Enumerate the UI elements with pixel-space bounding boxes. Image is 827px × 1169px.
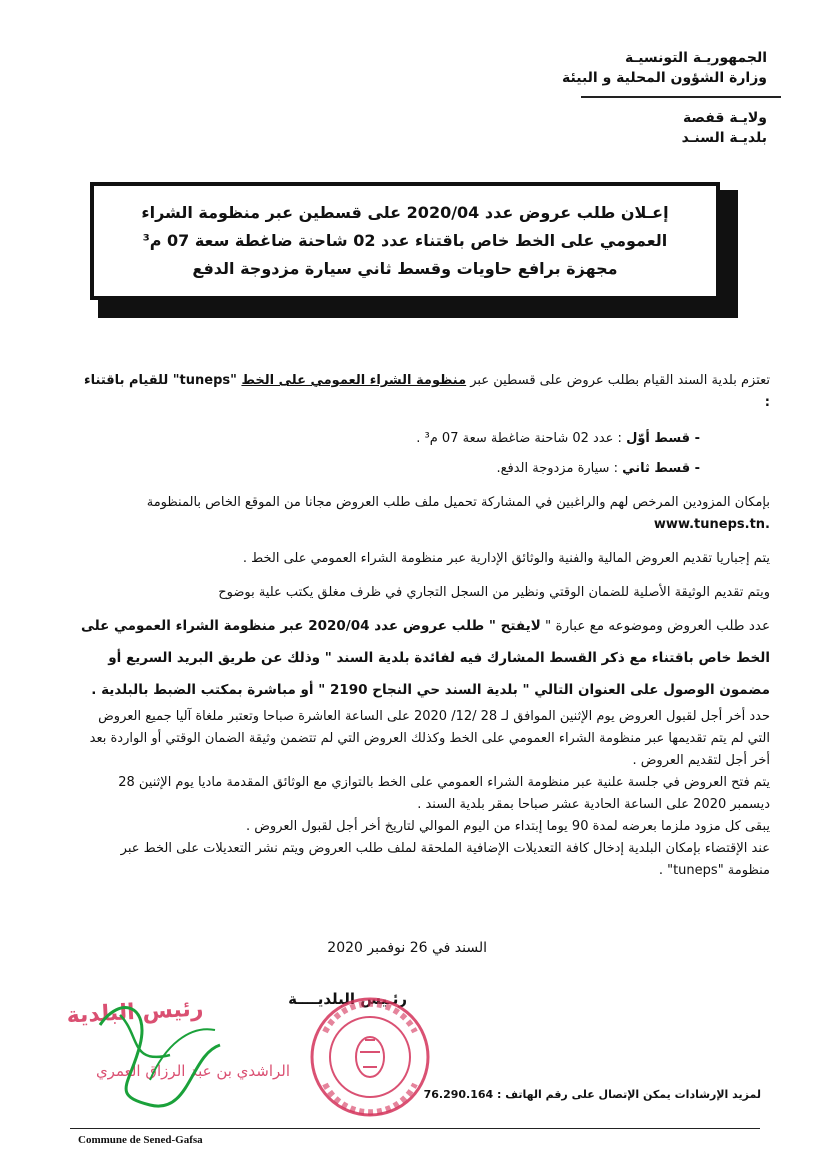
lot-1-label: - قسط أوّل — [626, 431, 700, 446]
download-paragraph — [80, 492, 770, 536]
title-line-3: مجهزة برافع حاويات وقسط ثاني سيارة مزدوجة الدفع — [192, 259, 618, 278]
title-line-2: العمومي على الخط خاص باقتناء عدد 02 شاحنة ضاغطة سعة 07 م³ — [142, 231, 668, 250]
platform-name: منظومة الشراء العمومي على الخط — [241, 373, 467, 388]
title-line-1: إعـلان طلب عروض عدد 2020/04 على قسطين عبر منظومة الشراء — [141, 203, 669, 222]
footer-commune: Commune de Sened-Gafsa — [78, 1134, 203, 1146]
envelope-paragraph — [80, 610, 770, 706]
stamp-name: الراشدي بن عبد الرزاق العمري — [95, 1062, 291, 1080]
governorate-label: ولايـة قفصة — [682, 110, 767, 126]
footer-divider — [70, 1128, 760, 1129]
republic-label: الجمهوريـة التونسيـة — [624, 50, 767, 66]
deadline-paragraph: حدد أخر أجل لقبول العروض يوم الإثنين الموافق لـ 28 /12/ 2020 على الساعة العاشرة صباحا وتعتبر ملغاة آليا جميع العروض التي لم يتم تقديمها عبر منظومة الشراء العمومي على الخط وكذلك العروض التي لم تتضمن وثيقة الضمان الوقتي أو الواردة بعد أخر أجل لتقديم العروض . — [89, 709, 770, 768]
opening-paragraph: يتم فتح العروض في جلسة علنية عبر منظومة الشراء العمومي على الخط بالتوازي مع الوثائق المقدمة ماديا يوم الإثنين 28 ديسمبر 2020 على الساعة الحادية عشر صباحا بمقر بلدية السند . — [118, 775, 770, 812]
title-frame — [90, 182, 740, 320]
website-link[interactable]: www.tuneps.tn. — [653, 517, 770, 532]
mayor-title: رئـيس البلديــــة — [288, 990, 407, 1008]
letterhead — [437, 48, 767, 148]
title-box — [90, 182, 720, 300]
lot-2-text: : سيارة مزدوجة الدفع. — [496, 461, 623, 476]
municipality-label: بلديـة السنـد — [681, 130, 767, 146]
announcement-title — [127, 199, 682, 283]
lot-1 — [80, 428, 700, 450]
intro-text: تعتزم بلدية السند القيام بطلب عروض على قسطين عبر — [466, 373, 770, 388]
ministry-label: وزارة الشؤون المحلية و البيئة — [562, 70, 767, 86]
validity-paragraph: يبقى كل مزود ملزما بعرضه لمدة 90 يوما إبتداء من اليوم الموالي لتاريخ أخر أجل لقبول العروض . — [245, 819, 770, 834]
letterhead-divider — [581, 96, 781, 98]
intro-paragraph — [80, 370, 770, 414]
mandatory-paragraph: يتم إجباريا تقديم العروض المالية والفنية والوثائق الإدارية عبر منظومة الشراء العمومي على الخط . — [242, 551, 770, 566]
original-doc-paragraph: ويتم تقديم الوثيقة الأصلية للضمان الوقتي ونظير من السجل التجاري في ظرف مغلق يكتب علية بوضوح — [218, 585, 770, 600]
stamp-title: رئيس البلدية — [66, 996, 204, 1029]
intro-text-end: "tuneps" للقيام باقتناء : — [84, 373, 770, 410]
issue-date: السند في 26 نوفمبر 2020 — [327, 940, 487, 956]
download-text: بإمكان المزودين المرخص لهم والراغبين في المشاركة تحميل ملف طلب العروض مجانا من الموقع الخاص بالمنظومة — [146, 495, 770, 510]
lot-2 — [80, 458, 700, 480]
signature-scribble — [80, 985, 230, 1115]
municipal-seal — [305, 992, 435, 1122]
lot-1-text: : عدد 02 شاحنة ضاغطة سعة 07 م³ . — [416, 431, 627, 446]
announcement-body — [80, 370, 770, 882]
envelope-text: عدد طلب العروض وموضوعه مع عبارة " — [540, 618, 770, 634]
amendments-paragraph: عند الإقتضاء بإمكان البلدية إدخال كافة التعديلات الإضافية الملحقة لملف طلب العروض ويتم نشر التعديلات على الخط عبر منظومة "tuneps" . — [120, 841, 770, 878]
lot-2-label: - قسط ثاني — [622, 461, 700, 476]
envelope-instructions: لايفتح " طلب عروض عدد 2020/04 عبر منظومة الشراء العمومي على الخط خاص باقتناء مع ذكر القسط المشارك فيه لفائدة بلدية السند " وذلك عن طريق البريد السريع أو مضمون الوصول على العنوان التالي " بلدية السند حي النجاح 2190 " أو مباشرة بمكتب الضبط بالبلدية . — [80, 618, 770, 698]
contact-phone: لمزيد الإرشادات يمكن الإتصال على رقم الهاتف : 76.290.164 — [423, 1088, 761, 1101]
